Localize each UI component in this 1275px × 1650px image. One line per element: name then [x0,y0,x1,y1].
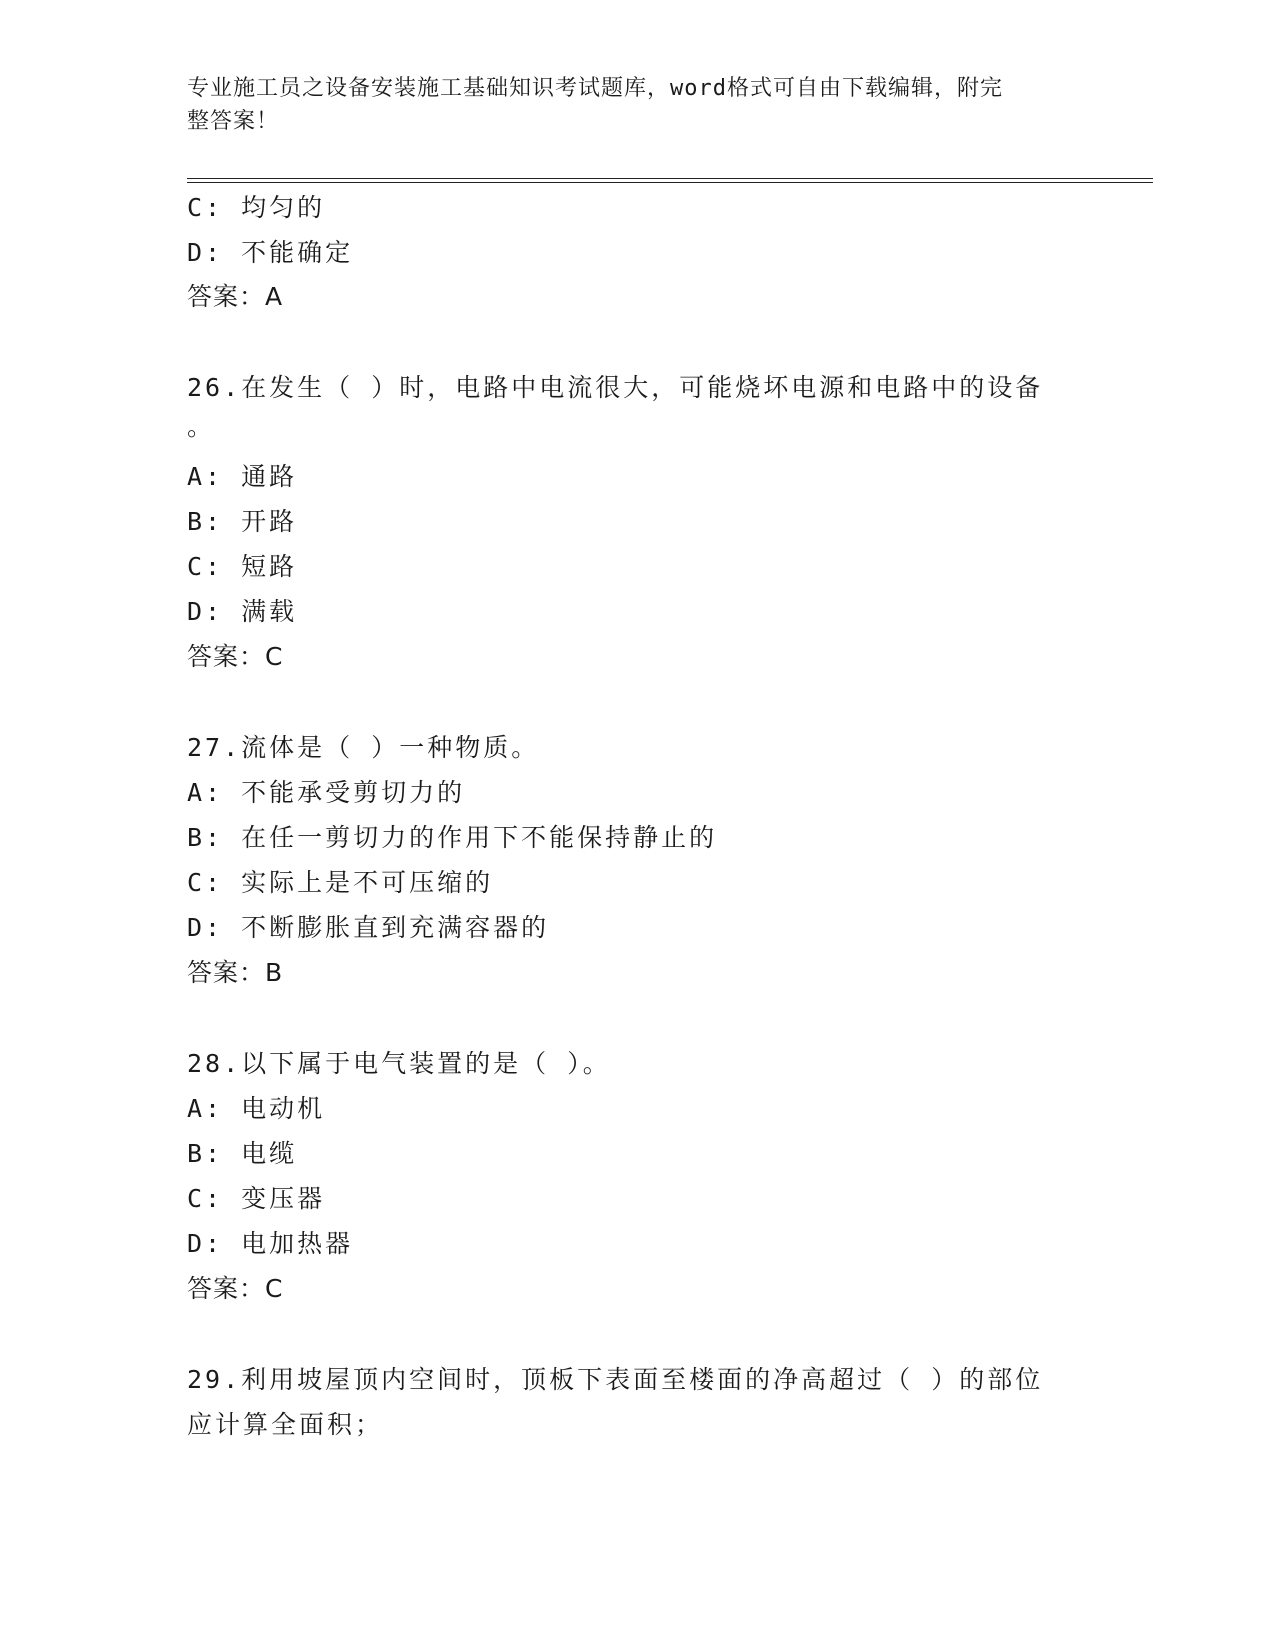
q26-stem-line2: 。 [187,412,216,441]
q26-option-d: D: 满载 [187,597,298,626]
q27-option-a: A: 不能承受剪切力的 [187,778,466,807]
q25-option-c: C: 均匀的 [187,193,326,222]
q28-stem: 28.以下属于电气装置的是（ ）。 [187,1049,611,1078]
document-header: 专业施工员之设备安装施工基础知识考试题库，word格式可自由下载编辑，附完 整答案！ [187,76,1003,134]
q26-option-b: B: 开路 [187,507,298,536]
q27-option-b: B: 在任一剪切力的作用下不能保持静止的 [187,823,718,852]
q28-option-a: A: 电动机 [187,1094,326,1123]
q27-option-c: C: 实际上是不可压缩的 [187,868,494,897]
q29-stem-line2: 应计算全面积； [187,1410,384,1439]
q28-answer: 答案：C [187,1274,284,1303]
q26-option-a: A: 通路 [187,462,298,491]
q25-answer: 答案：A [187,282,284,311]
q26-stem-line1: 26.在发生（ ）时，电路中电流很大，可能烧坏电源和电路中的设备 [187,373,1044,402]
q25-option-d: D: 不能确定 [187,238,354,267]
q26-option-c: C: 短路 [187,552,298,581]
q28-option-c: C: 变压器 [187,1184,326,1213]
q28-option-b: B: 电缆 [187,1139,298,1168]
q28-option-d: D: 电加热器 [187,1229,354,1258]
q27-stem: 27.流体是（ ）一种物质。 [187,733,540,762]
q29-stem-line1: 29.利用坡屋顶内空间时，顶板下表面至楼面的净高超过（ ）的部位 [187,1365,1044,1394]
q27-answer: 答案：B [187,958,284,987]
q27-option-d: D: 不断膨胀直到充满容器的 [187,913,550,942]
q26-answer: 答案：C [187,642,284,671]
header-divider [187,178,1153,183]
